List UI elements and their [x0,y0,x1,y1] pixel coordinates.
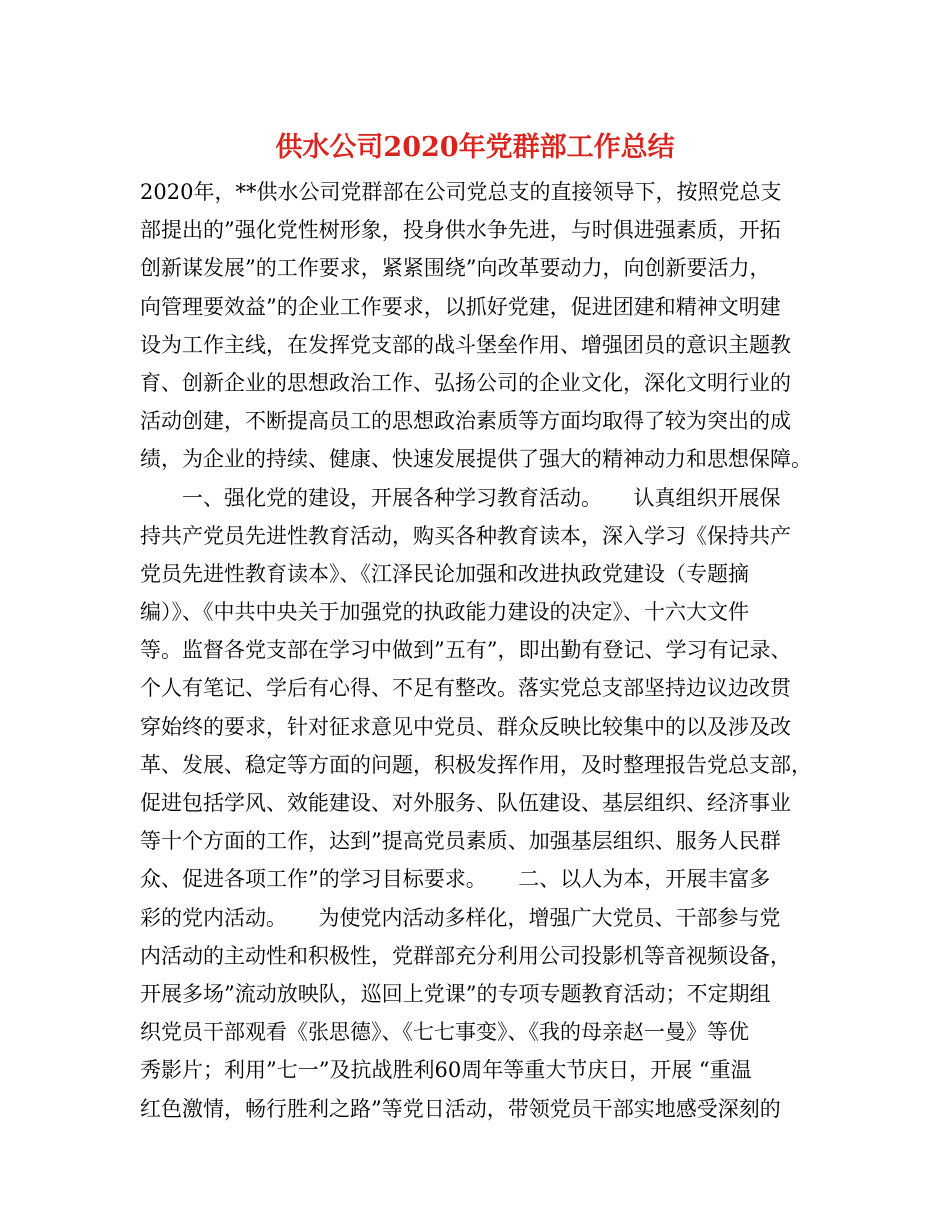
body-line: 2020年，**供水公司党群部在公司党总支的直接领导下，按照党总支 [140,180,782,204]
body-line: 众、促进各项工作”的学习目标要求。 二、以人为本，开展丰富多 [140,867,771,892]
body-line: 革、发展、稳定等方面的问题，积极发挥作用，及时整理报告党总支部， [140,752,812,777]
body-line: 创新谋发展”的工作要求，紧紧围绕”向改革要动力，向创新要活力， [140,256,771,281]
body-line: 绩，为企业的持续、健康、快速发展提供了强大的精神动力和思想保障。 [140,447,812,472]
body-line: 持共产党员先进性教育活动，购买各种教育读本，深入学习《保持共产 [140,523,791,548]
body-line: 部提出的”强化党性树形象，投身供水争先进，与时俱进强素质，开拓 [140,218,781,243]
body-line: 育、创新企业的思想政治工作、弘扬公司的企业文化，深化文明行业的 [140,370,791,395]
body-line: 等十个方面的工作，达到”提高党员素质、加强基层组织、服务人民群 [140,829,781,854]
body-line: 促进包括学风、效能建设、对外服务、队伍建设、基层组织、经济事业 [140,791,791,815]
body-line: 个人有笔记、学后有心得、不足有整改。落实党总支部坚持边议边改贯 [140,676,791,701]
body-line: 编）》、《中共中央关于加强党的执政能力建设的决定》、十六大文件 [140,600,749,625]
body-line: 内活动的主动性和积极性，党群部充分利用公司投影机等音视频设备， [140,943,791,968]
document-title: 供水公司2020年党群部工作总结 [275,132,675,163]
body-line: 活动创建，不断提高员工的思想政治素质等方面均取得了较为突出的成 [140,409,791,434]
body-line: 织党员干部观看《张思德》、《七七事变》、《我的母亲赵一曼》等优 [140,1020,749,1045]
body-line: 彩的党内活动。 为使党内活动多样化，增强广大党员、干部参与党 [140,905,781,930]
body-line: 秀影片；利用”七一”及抗战胜利60周年等重大节庆日，开展 “重温 [140,1058,752,1083]
body-line: 穿始终的要求，针对征求意见中党员、群众反映比较集中的以及涉及改 [140,714,791,739]
body-line: 等。监督各党支部在学习中做到”五有”，即出勤有登记、学习有记录、 [140,638,792,663]
document-body [140,173,812,1128]
body-line: 党员先进性教育读本》、《江泽民论加强和改进执政党建设（专题摘 [140,561,749,586]
body-line: 开展多场”流动放映队，巡回上党课”的专项专题教育活动；不定期组 [140,981,771,1006]
body-line: 红色激情，畅行胜利之路”等党日活动，带领党员干部实地感受深刻的 [140,1096,781,1121]
body-line: 向管理要效益”的企业工作要求，以抓好党建，促进团建和精神文明建 [140,294,781,319]
body-line: 一、强化党的建设，开展各种学习教育活动。 认真组织开展保 [140,485,781,510]
body-line: 设为工作主线，在发挥党支部的战斗堡垒作用、增强团员的意识主题教 [140,332,791,357]
